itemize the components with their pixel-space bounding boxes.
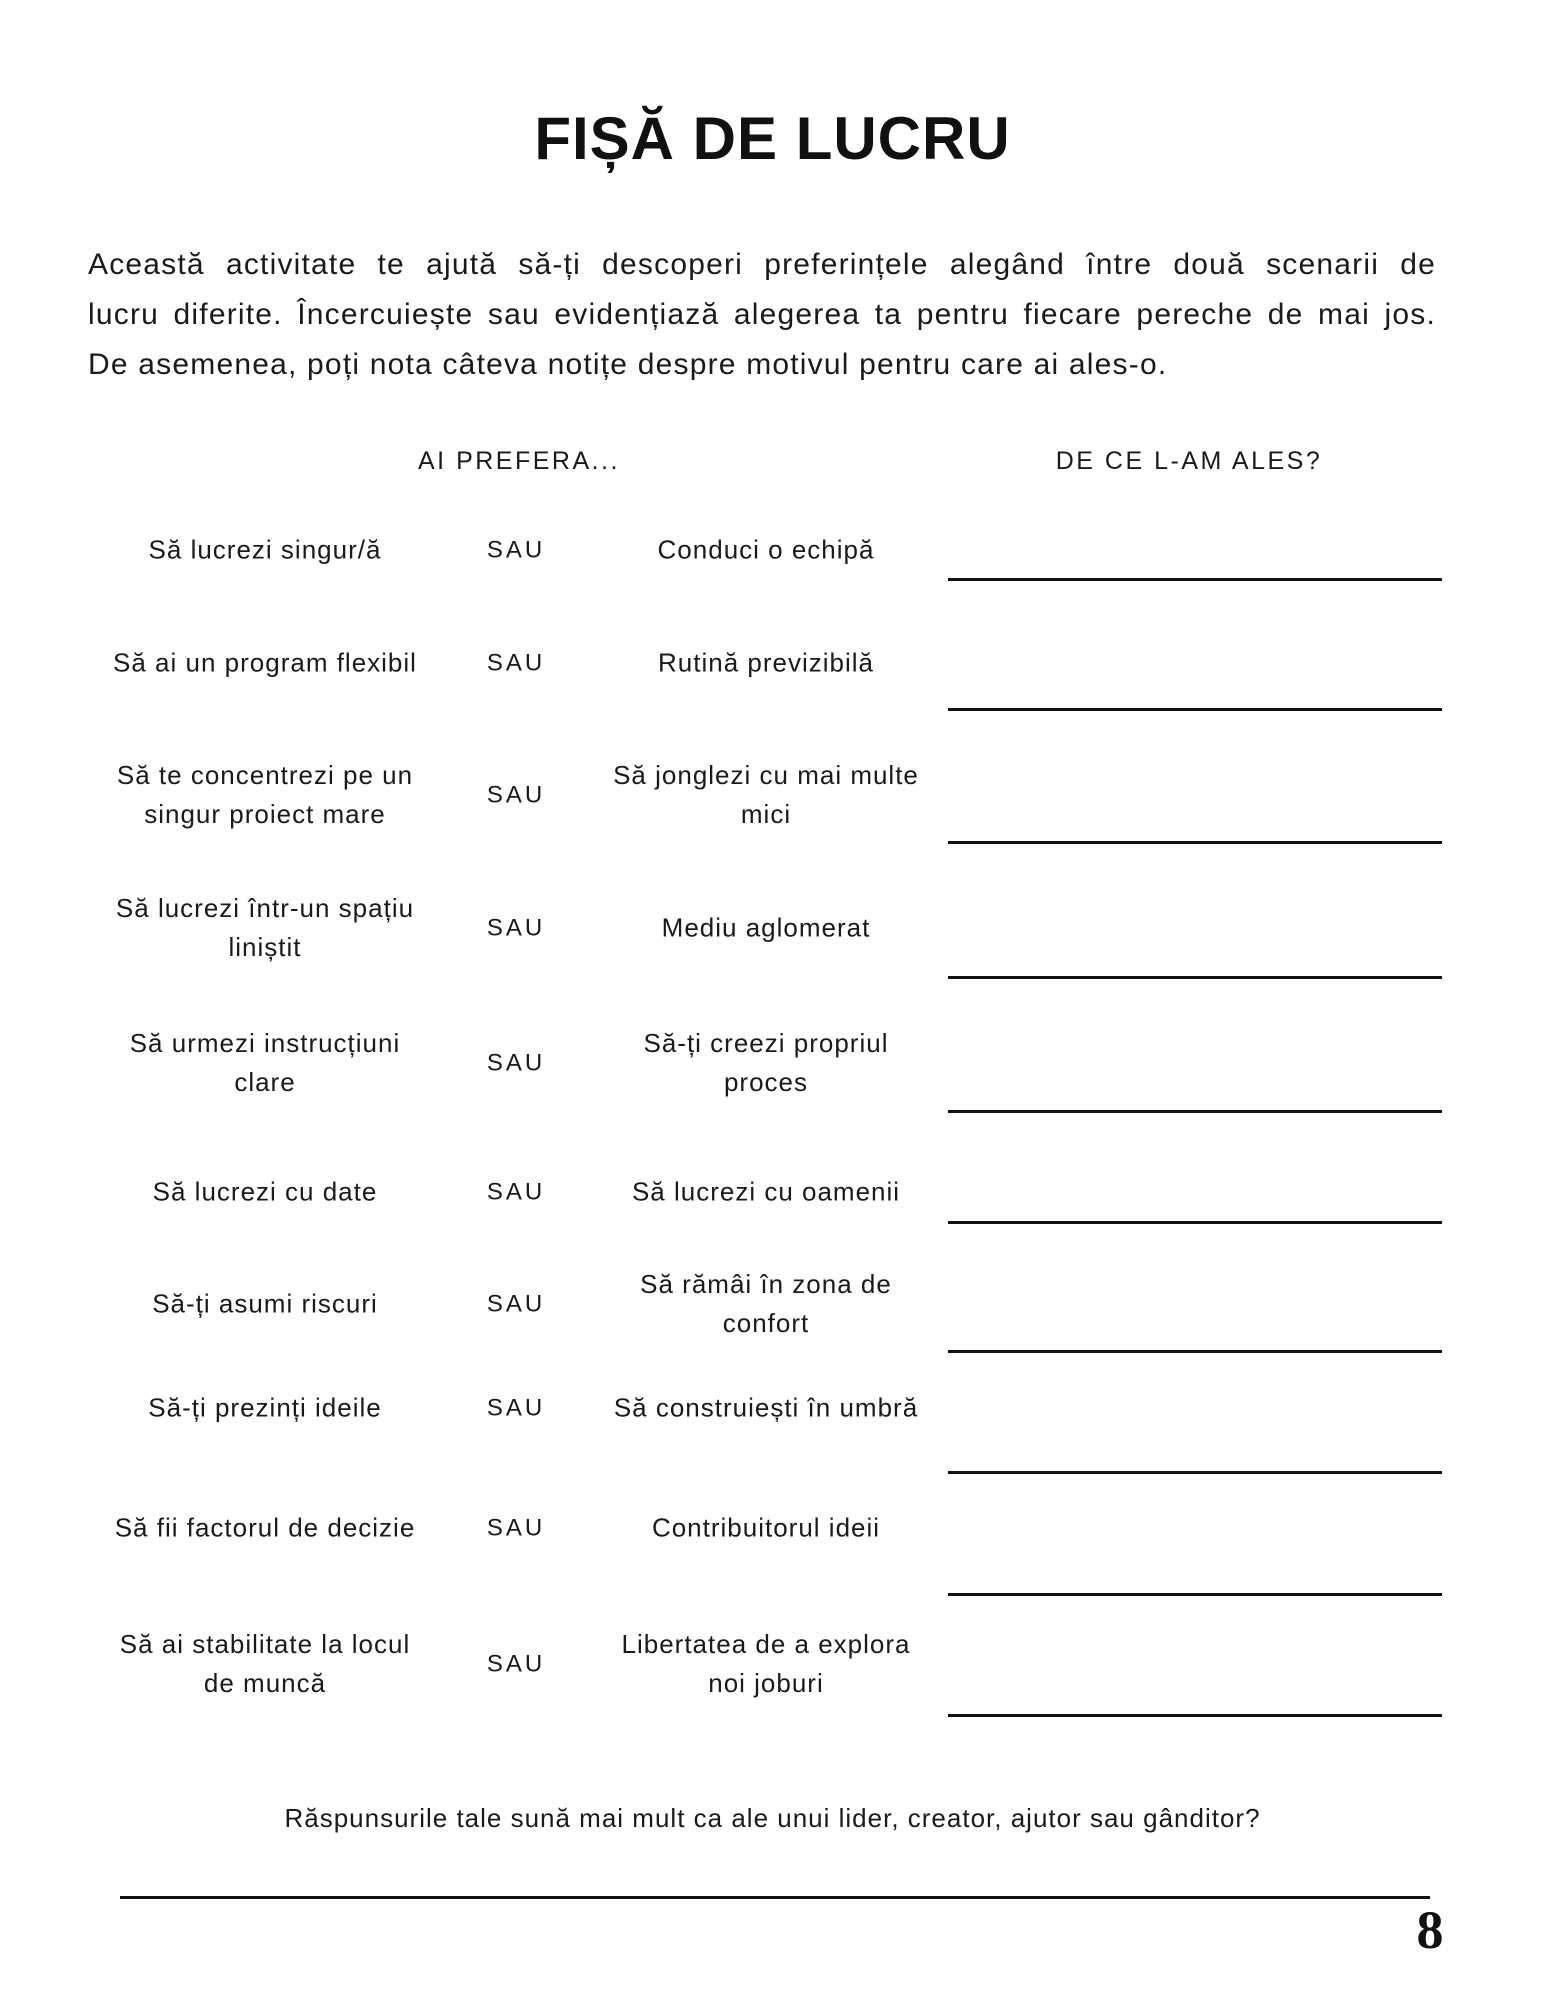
answer-line-bottom — [120, 1896, 1430, 1899]
option-a: Să urmezi instrucțiuni clare — [129, 1028, 401, 1097]
option-b: Libertatea de a explora noi joburi — [621, 1629, 911, 1698]
option-b: Mediu aglomerat — [661, 912, 871, 943]
option-a: Să lucrezi într-un spațiu liniștit — [115, 893, 415, 962]
option-a: Să-ți prezinți ideile — [148, 1392, 382, 1423]
option-a: Să ai stabilitate la locul de muncă — [119, 1629, 411, 1698]
or-label: SAU — [486, 781, 546, 809]
option-a: Să te concentrezi pe un singur proiect mare — [116, 760, 414, 829]
closing-question: Răspunsurile tale sună mai mult ca ale unui lider, creator, ajutor sau gânditor? — [284, 1803, 1261, 1833]
intro-line: lucru diferite. Încercuiește sau evidențiază alegerea ta pentru fiecare pereche de mai jos. — [88, 298, 1436, 331]
or-label: SAU — [486, 649, 546, 677]
reason-column-header: DE CE L-AM ALES? — [1055, 447, 1323, 475]
page-number: 8 — [1416, 1900, 1444, 1960]
or-label: SAU — [486, 1049, 546, 1077]
intro-line: De asemenea, poți nota câteva notițe despre motivul pentru care ai ales-o. — [88, 348, 1168, 381]
option-b: Să construiești în umbră — [613, 1392, 919, 1423]
option-a: Să-ți asumi riscuri — [152, 1288, 378, 1319]
page-title: FIȘĂ DE LUCRU — [534, 105, 1011, 172]
answer-line — [948, 1350, 1442, 1353]
or-label: SAU — [486, 914, 546, 942]
choices-column-header: AI PREFERA... — [418, 447, 620, 475]
answer-line — [948, 841, 1442, 844]
intro-paragraph — [88, 240, 1436, 390]
or-label: SAU — [486, 1394, 546, 1422]
or-label: SAU — [486, 1178, 546, 1206]
option-b: Să-ți creezi propriul proces — [643, 1028, 889, 1097]
answer-line — [948, 1593, 1442, 1596]
option-b: Să rămâi în zona de confort — [640, 1269, 892, 1338]
option-a: Să ai un program flexibil — [113, 647, 417, 678]
or-label: SAU — [486, 1514, 546, 1542]
option-a: Să lucrezi cu date — [152, 1176, 378, 1207]
option-a: Să lucrezi singur/ă — [148, 534, 382, 565]
answer-line — [948, 1471, 1442, 1474]
option-b: Să jonglezi cu mai multe mici — [613, 760, 919, 829]
or-label: SAU — [486, 1290, 546, 1318]
option-b: Contribuitorul ideii — [651, 1512, 881, 1543]
option-b: Conduci o echipă — [657, 534, 875, 565]
option-a: Să fii factorul de decizie — [114, 1512, 416, 1543]
intro-line: Această activitate te ajută să-ți descoperi preferințele alegând între două scenarii de — [88, 248, 1436, 281]
answer-line — [948, 1110, 1442, 1113]
answer-line — [948, 708, 1442, 711]
answer-line — [948, 1221, 1442, 1224]
option-b: Rutină previzibilă — [658, 647, 874, 678]
or-label: SAU — [486, 1650, 546, 1678]
option-b: Să lucrezi cu oamenii — [631, 1176, 901, 1207]
or-label: SAU — [486, 536, 546, 564]
answer-line — [948, 578, 1442, 581]
answer-line — [948, 976, 1442, 979]
answer-line — [948, 1714, 1442, 1717]
